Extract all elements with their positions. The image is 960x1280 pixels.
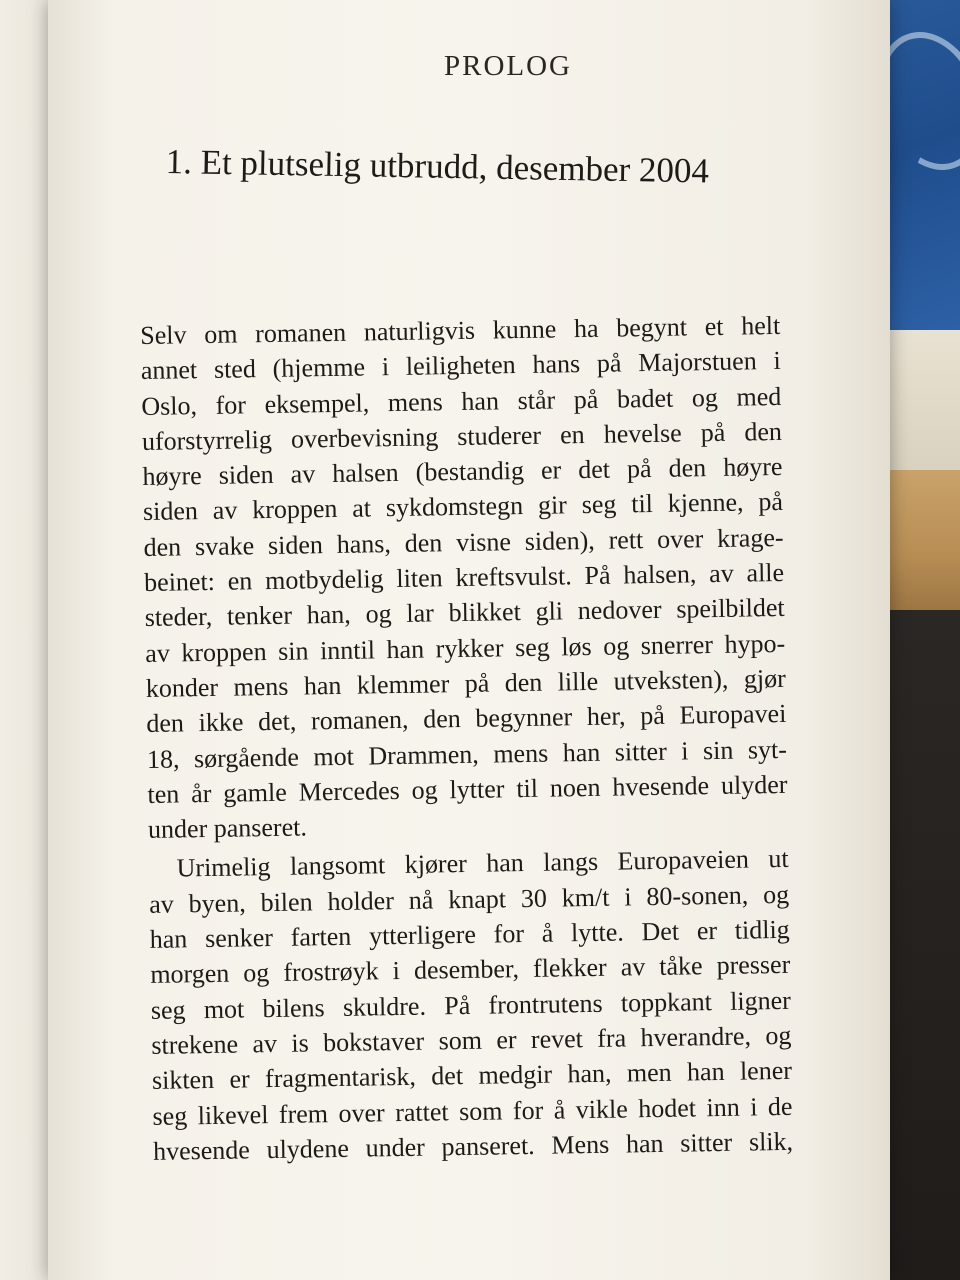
book-page bbox=[48, 0, 890, 1280]
text-line: seg likevel frem over rattet som for å vikle hodet inn i de bbox=[152, 1091, 793, 1131]
text-line: Oslo, for eksempel, mens han står på badet og med bbox=[141, 381, 782, 421]
body-text bbox=[140, 308, 793, 1169]
text-line: sikten er fragmentarisk, det medgir han, men han lener bbox=[151, 1056, 793, 1096]
text-line: beinet: en motbydelig liten kreftsvulst. På halsen, av alle bbox=[143, 557, 785, 598]
chapter-title: 1. Et plutselig utbrudd, desember 2004 bbox=[165, 142, 710, 191]
paragraph-2 bbox=[148, 841, 793, 1169]
text-line: under panseret. bbox=[147, 812, 308, 845]
text-line: strekene av is bokstaver som er revet fra hverandre, og bbox=[151, 1020, 792, 1060]
text-line: av byen, bilen holder nå knapt 30 km/t i 80-sonen, og bbox=[148, 879, 790, 919]
text-line: steder, tenker han, og lar blikket gli nedover speilbildet bbox=[144, 593, 785, 633]
text-line: morgen og frostrøyk i desember, flekker av tåke presser bbox=[150, 950, 791, 990]
text-line: siden av kroppen at sykdomstegn gir seg til kjenne, på bbox=[142, 487, 784, 527]
text-line: av kroppen sin inntil han rykker seg løs og snerrer hypo- bbox=[145, 628, 786, 668]
text-line: den svake siden hans, den visne siden), rett over krage- bbox=[143, 522, 784, 562]
running-head: PROLOG bbox=[443, 50, 572, 82]
text-line: høyre siden av halsen (bestandig er det på den høyre bbox=[142, 452, 783, 492]
paragraph-1 bbox=[140, 308, 788, 847]
text-line: den ikke det, romanen, den begynner her, på Europavei bbox=[146, 699, 787, 739]
text-line: uforstyrrelig overbevisning studerer en hevelse på den bbox=[141, 416, 783, 456]
text-line: seg mot bilens skuldre. På frontrutens toppkant ligner bbox=[150, 985, 792, 1025]
text-line: ten år gamle Mercedes og lytter til noen hvesende ulyder bbox=[147, 769, 788, 809]
text-line: Urimelig langsomt kjører han langs Europaveien ut bbox=[176, 844, 789, 883]
text-line: konder mens han klemmer på den lille utveksten), gjør bbox=[145, 663, 786, 703]
text-line: Selv om romanen naturligvis kunne ha begynt et helt bbox=[140, 310, 781, 350]
text-line: 18, sørgående mot Drammen, mens han sitter i sin syt- bbox=[146, 734, 788, 774]
text-line: annet sted (hjemme i leiligheten hans på Majorstuen i bbox=[140, 346, 781, 386]
text-line: han senker farten ytterligere for å lytte. Det er tidlig bbox=[149, 914, 790, 954]
text-line: hvesende ulydene under panseret. Mens han sitter slik, bbox=[152, 1126, 794, 1166]
